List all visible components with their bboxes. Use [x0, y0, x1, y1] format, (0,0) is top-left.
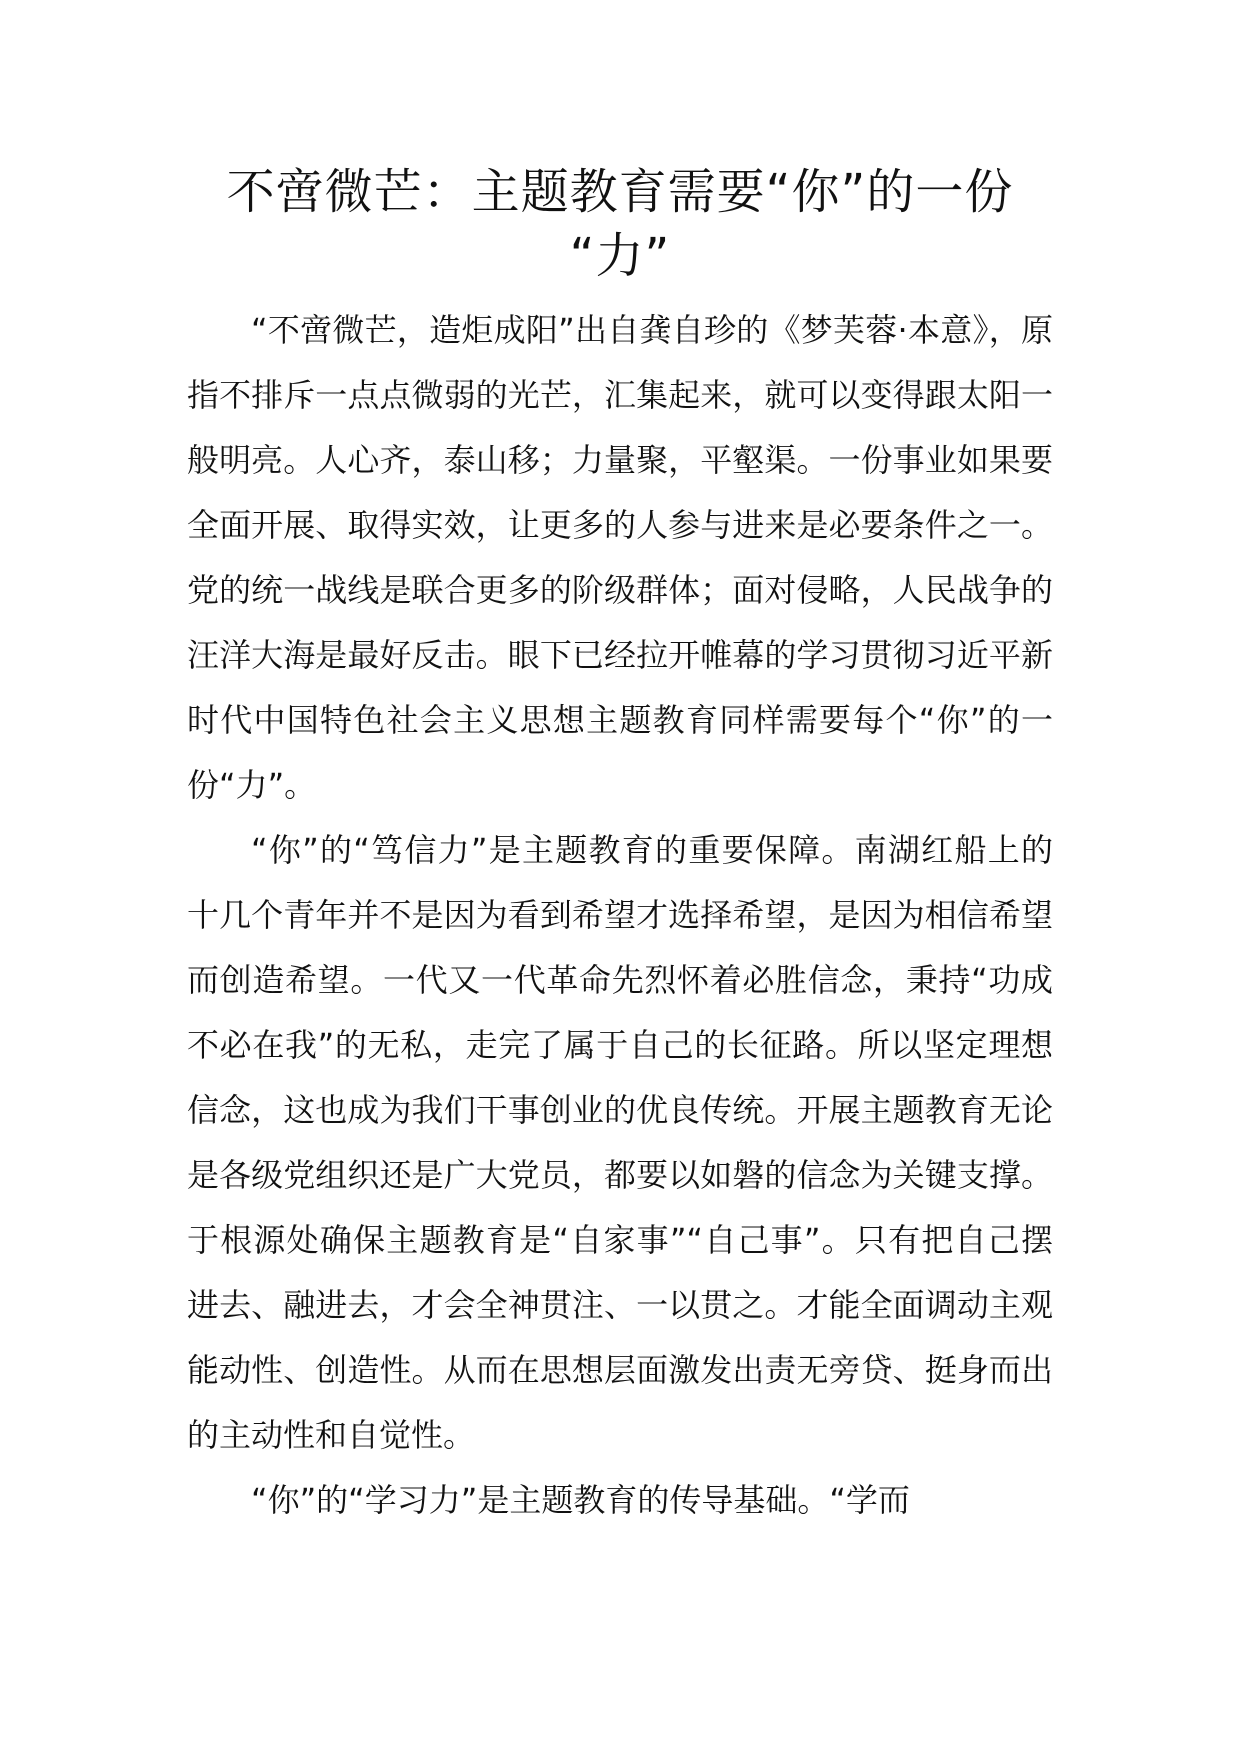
paragraph-intro: “不啻微芒，造炬成阳”出自龚自珍的《梦芙蓉·本意》，原指不排斥一点点微弱的光芒，汇集起来，就可以变得跟太阳一般明亮。人心齐，泰山移；力量聚，平壑渠。一份事业如果要全面开展、取得实效，让更多的人参与进来是必要条件之一。党的统一战线是联合更多的阶级群体；面对侵略，人民战争的汪洋大海是最好反击。眼下已经拉开帷幕的学习贯彻习近平新时代中国特色社会主义思想主题教育同样需要每个“你”的一份“力”。 [187, 311, 1053, 804]
title-line-2: “力” [569, 228, 671, 284]
document-body [187, 298, 1053, 1533]
paragraph-faith: “你”的“笃信力”是主题教育的重要保障。南湖红船上的十几个青年并不是因为看到希望才选择希望，是因为相信希望而创造希望。一代又一代革命先烈怀着必胜信念，秉持“功成不必在我”的无私，走完了属于自己的长征路。所以坚定理想信念，这也成为我们干事创业的优良传统。开展主题教育无论是各级党组织还是广大党员，都要以如磐的信念为关键支撑。于根源处确保主题教育是“自家事”“自己事”。只有把自己摆进去、融进去，才会全神贯注、一以贯之。才能全面调动主观能动性、创造性。从而在思想层面激发出责无旁贷、挺身而出的主动性和自觉性。 [187, 831, 1053, 1454]
title-line-1: 不啻微芒：主题教育需要“你”的一份 [226, 164, 1014, 220]
paragraph-learning: “你”的“学习力”是主题教育的传导基础。“学而 [251, 1481, 910, 1519]
document-title [190, 160, 1050, 288]
